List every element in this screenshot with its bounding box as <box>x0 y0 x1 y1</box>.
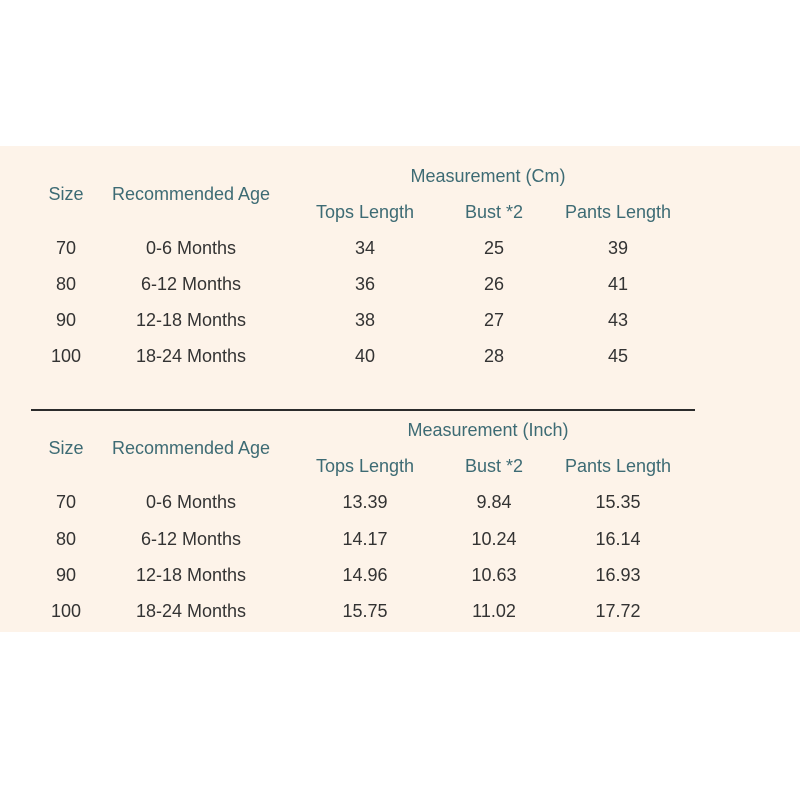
header-tops-length: Tops Length <box>315 202 415 222</box>
cell-size: 90 <box>55 310 77 330</box>
cell-pants-length: 17.72 <box>595 601 641 621</box>
cell-size: 70 <box>55 492 77 512</box>
header-recommended-age: Recommended Age <box>111 438 271 458</box>
cell-size: 100 <box>50 346 82 366</box>
cell-bust: 27 <box>483 310 505 330</box>
cell-tops-length: 13.39 <box>342 492 388 512</box>
cell-age: 0-6 Months <box>145 238 237 258</box>
cell-tops-length: 14.17 <box>342 529 388 549</box>
cell-age: 6-12 Months <box>140 274 242 294</box>
cell-pants-length: 43 <box>607 310 629 330</box>
header-bust: Bust *2 <box>464 456 524 476</box>
cell-tops-length: 34 <box>354 238 376 258</box>
header-bust: Bust *2 <box>464 202 524 222</box>
cell-bust: 26 <box>483 274 505 294</box>
cell-bust: 10.24 <box>471 529 517 549</box>
cell-age: 12-18 Months <box>135 310 247 330</box>
cell-bust: 10.63 <box>471 565 517 585</box>
cell-pants-length: 15.35 <box>595 492 641 512</box>
header-pants-length: Pants Length <box>564 202 672 222</box>
cell-tops-length: 36 <box>354 274 376 294</box>
cell-tops-length: 38 <box>354 310 376 330</box>
header-measurement: Measurement (Inch) <box>407 420 569 440</box>
cell-pants-length: 16.93 <box>595 565 641 585</box>
header-pants-length: Pants Length <box>564 456 672 476</box>
cell-pants-length: 16.14 <box>595 529 641 549</box>
cell-bust: 9.84 <box>476 492 512 512</box>
cell-pants-length: 39 <box>607 238 629 258</box>
cell-bust: 11.02 <box>472 601 516 621</box>
cell-pants-length: 41 <box>607 274 629 294</box>
cell-age: 18-24 Months <box>135 346 247 366</box>
header-recommended-age: Recommended Age <box>111 184 271 204</box>
cell-age: 0-6 Months <box>145 492 237 512</box>
cell-bust: 28 <box>483 346 505 366</box>
cell-tops-length: 14.96 <box>342 565 388 585</box>
cell-age: 18-24 Months <box>135 601 247 621</box>
cell-age: 12-18 Months <box>135 565 247 585</box>
cell-pants-length: 45 <box>607 346 629 366</box>
cell-age: 6-12 Months <box>140 529 242 549</box>
cell-tops-length: 40 <box>354 346 376 366</box>
cell-bust: 25 <box>483 238 505 258</box>
table-divider <box>31 409 695 411</box>
header-size: Size <box>48 184 84 204</box>
header-size: Size <box>48 438 84 458</box>
cell-size: 90 <box>55 565 77 585</box>
header-measurement: Measurement (Cm) <box>410 166 566 186</box>
cell-tops-length: 15.75 <box>342 601 388 621</box>
header-tops-length: Tops Length <box>315 456 415 476</box>
cell-size: 80 <box>55 529 77 549</box>
cell-size: 70 <box>55 238 77 258</box>
cell-size: 100 <box>50 601 82 621</box>
cell-size: 80 <box>55 274 77 294</box>
